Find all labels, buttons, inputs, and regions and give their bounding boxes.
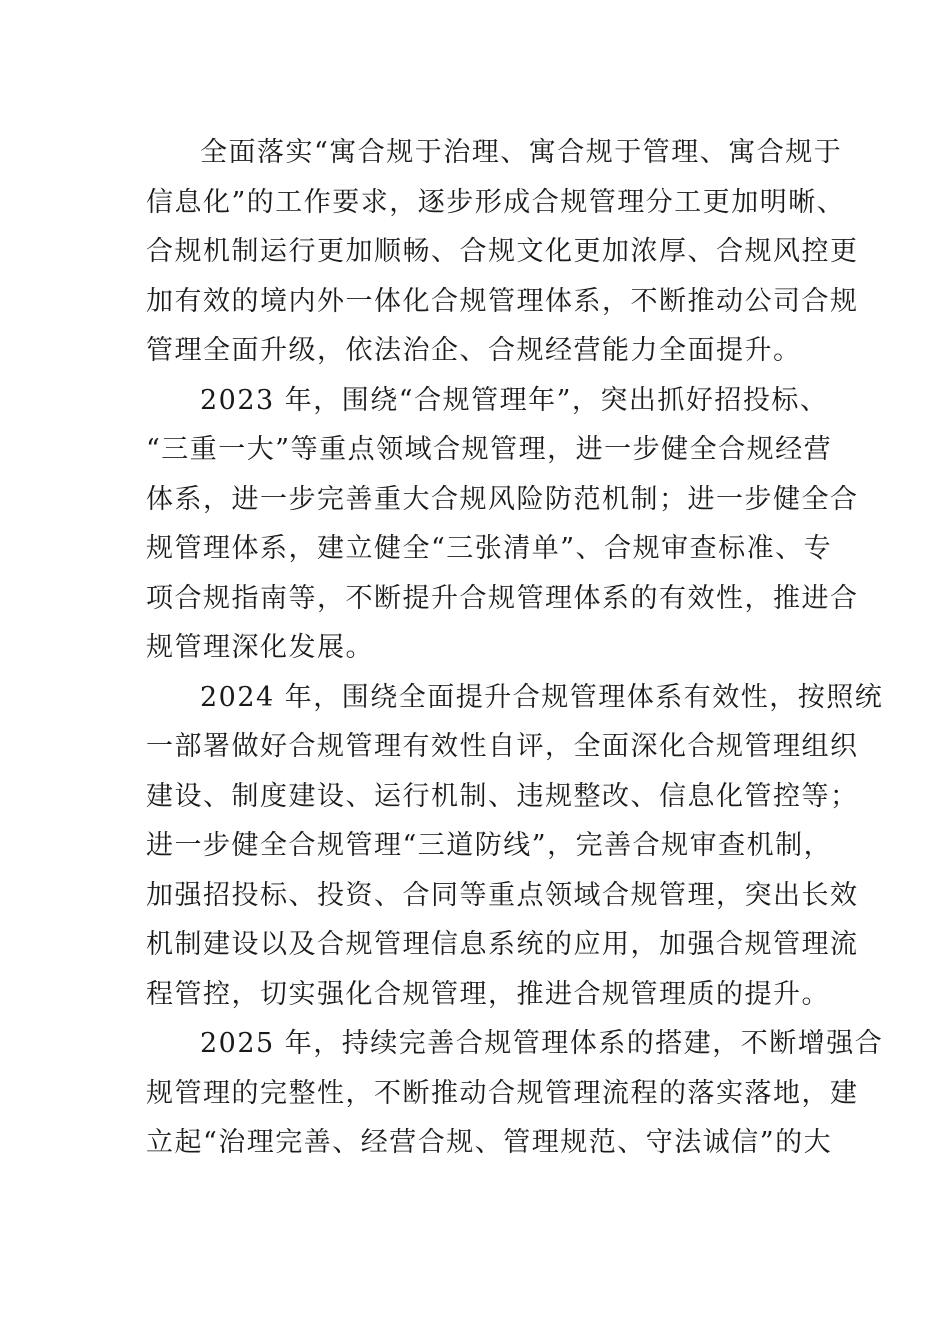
paragraph-line: 2023 年，围绕“合规管理年”，突出抓好招投标、: [200, 384, 829, 416]
paragraph-line: “三重一大”等重点领域合规管理，进一步健全合规经营: [146, 434, 833, 465]
paragraph-line: 建设、制度建设、运行机制、违规整改、信息化管控等；: [146, 780, 859, 812]
paragraph-line: 机制建设以及合规管理信息系统的应用，加强合规管理流: [146, 929, 859, 960]
paragraph-line: 加强招投标、投资、合同等重点领域合规管理，突出长效: [146, 879, 859, 911]
paragraph-line: 信息化”的工作要求，逐步形成合规管理分工更加明晰、: [146, 186, 846, 218]
paragraph-2024: [146, 673, 884, 1020]
paragraph-line: 合规机制运行更加顺畅、合规文化更加浓厚、合规风控更: [146, 236, 859, 267]
paragraph-line: 项合规指南等，不断提升合规管理体系的有效性，推进合: [146, 582, 859, 614]
paragraph-overview: [146, 128, 859, 376]
paragraph-line: 规管理的完整性，不断推动合规管理流程的落实落地，建: [146, 1077, 859, 1109]
paragraph-line: 一部署做好合规管理有效性自评，全面深化合规管理组织: [146, 731, 859, 762]
paragraph-2023: [146, 376, 859, 673]
paragraph-line: 2025 年，持续完善合规管理体系的搭建，不断增强合: [200, 1028, 884, 1059]
paragraph-line: 进一步健全合规管理“三道防线”，完善合规审查机制，: [146, 830, 833, 861]
paragraph-line: 程管控，切实强化合规管理，推进合规管理质的提升。: [146, 978, 830, 1010]
paragraph-line: 加有效的境内外一体化合规管理体系，不断推动公司合规: [146, 285, 859, 317]
paragraph-line: 管理全面升级，依法治企、合规经营能力全面提升。: [146, 335, 802, 366]
document-body: [146, 128, 884, 1168]
paragraph-line: 规管理深化发展。: [146, 632, 374, 663]
paragraph-line: 体系，进一步完善重大合规风险防范机制；进一步健全合: [146, 483, 859, 515]
paragraph-line: 立起“治理完善、经营合规、管理规范、守法诚信”的大: [146, 1127, 833, 1158]
paragraph-2025: [146, 1019, 884, 1168]
paragraph-line: 规管理体系，建立健全“三张清单”、合规审查标准、专: [146, 533, 833, 564]
paragraph-line: 全面落实“寓合规于治理、寓合规于管理、寓合规于: [200, 137, 843, 168]
paragraph-line: 2024 年，围绕全面提升合规管理体系有效性，按照统: [200, 681, 884, 713]
